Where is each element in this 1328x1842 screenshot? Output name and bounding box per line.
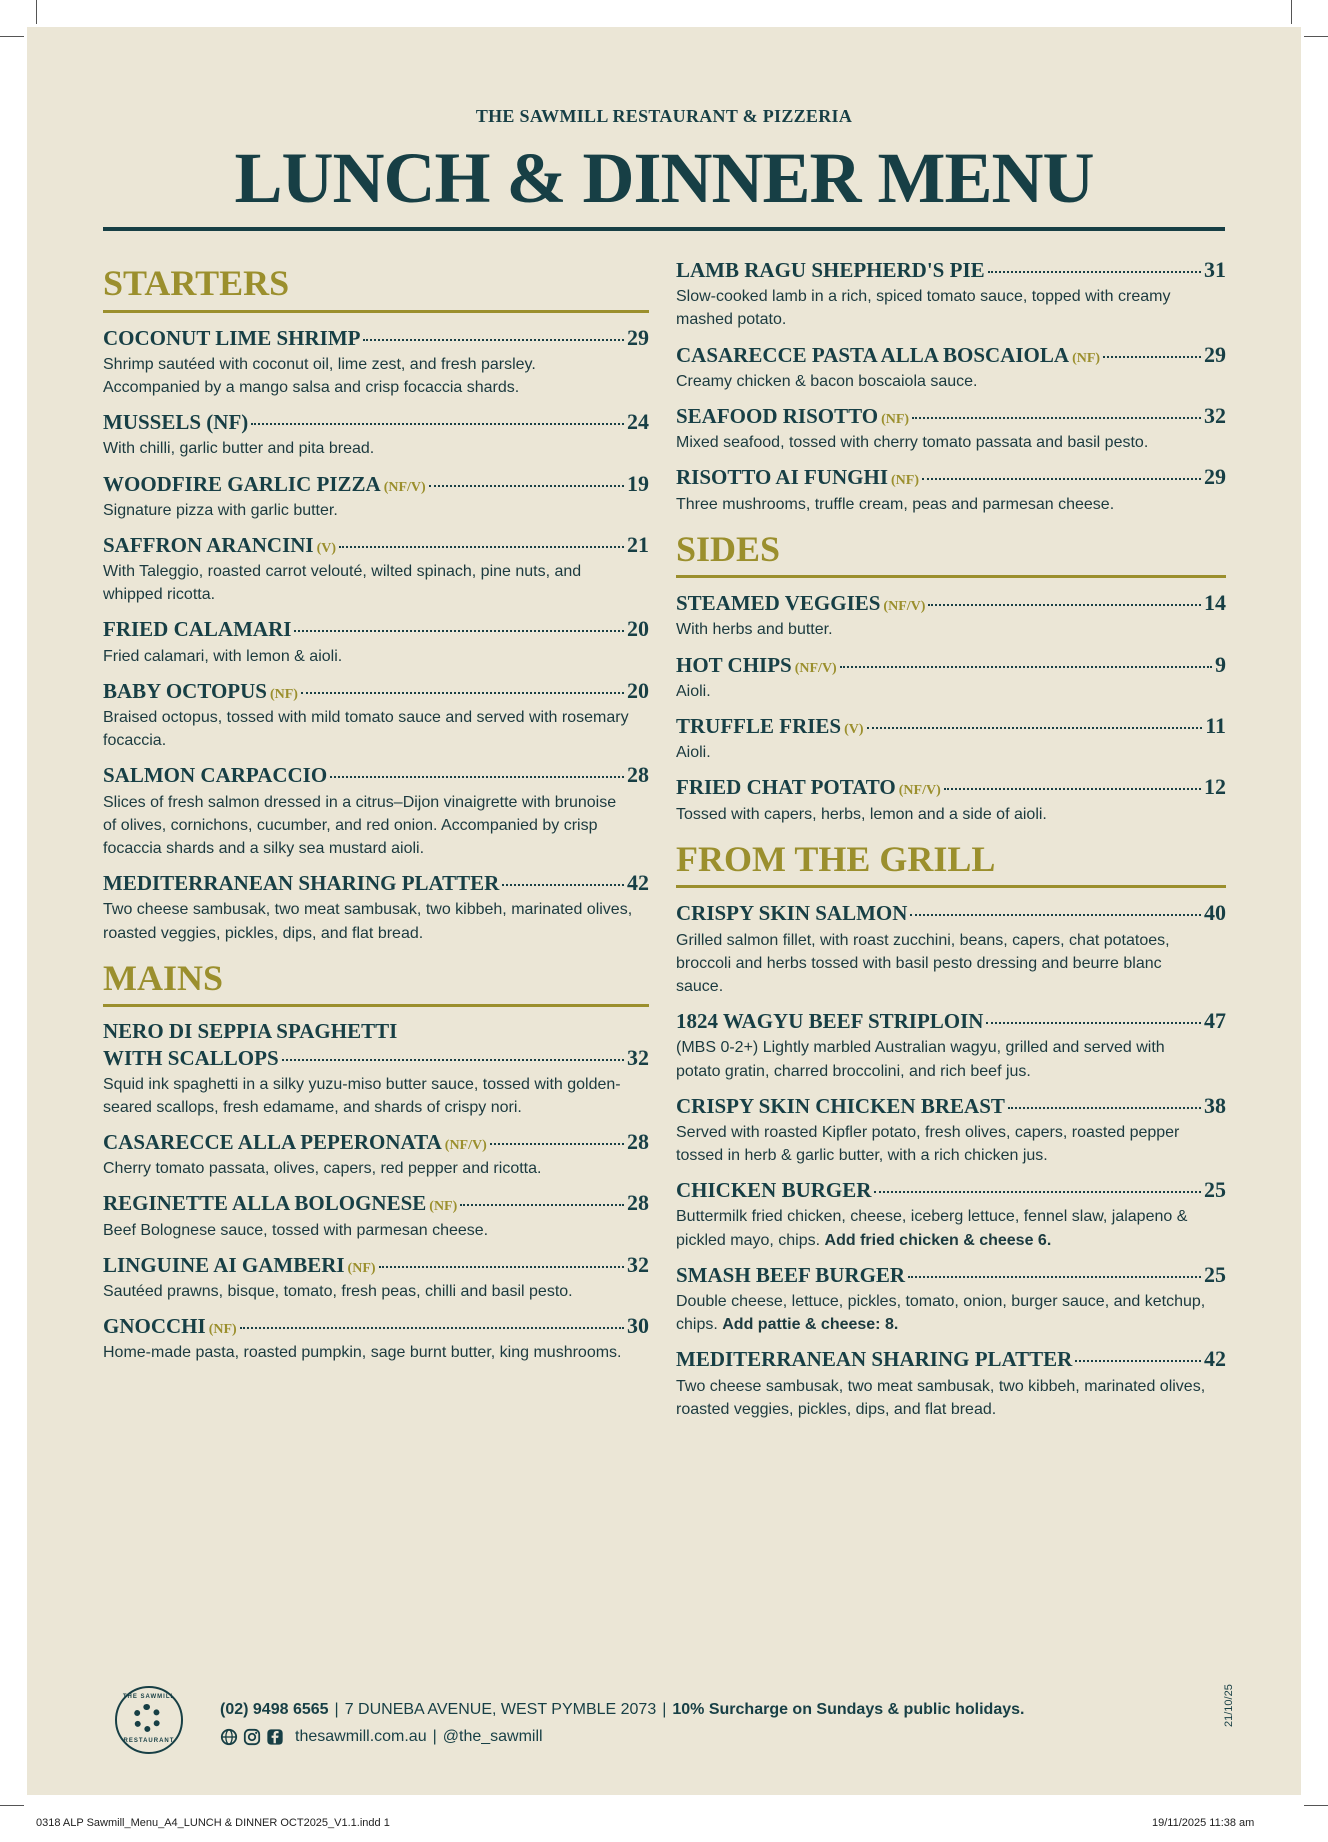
dot-leader	[251, 423, 624, 425]
item-description	[676, 493, 1210, 516]
dot-leader	[840, 666, 1212, 668]
facebook-icon[interactable]	[266, 1728, 284, 1746]
restaurant-name: THE SAWMILL RESTAURANT & PIZZERIA	[475, 106, 853, 126]
dietary-tag: (V)	[316, 540, 337, 556]
website-link[interactable]: thesawmill.com.au	[295, 1728, 427, 1745]
section-title: STARTERS	[103, 264, 649, 313]
item-description	[103, 1157, 633, 1180]
item-name: RISOTTO AI FUNGHI	[676, 465, 888, 490]
dot-leader	[874, 1191, 1201, 1193]
crop-mark	[0, 1805, 24, 1806]
menu-title: LUNCH & DINNER MENU	[234, 138, 1094, 218]
item-header-row	[676, 1093, 1226, 1119]
dot-leader	[986, 1022, 1201, 1024]
item-header-row	[676, 774, 1226, 800]
item-name: WOODFIRE GARLIC PIZZA	[103, 471, 381, 496]
item-description-text: Home-made pasta, roasted pumpkin, sage burnt butter, king mushrooms.	[103, 1344, 622, 1362]
menu-item	[676, 403, 1226, 454]
item-price: 19	[627, 470, 649, 496]
menu-item	[103, 1252, 649, 1303]
instagram-icon[interactable]	[243, 1728, 261, 1746]
item-description-text: Slices of fresh salmon dressed in a citrus–Dijon vinaigrette with brunoise of olives, cornichons, cucumber, and red onion. Accompanied by crisp focaccia shards and a silky sea mustard aioli.	[103, 793, 617, 857]
dot-leader	[460, 1204, 624, 1206]
item-name: SEAFOOD RISOTTO	[676, 403, 879, 428]
menu-item	[103, 870, 649, 945]
item-header-row	[676, 1346, 1226, 1372]
dot-leader	[1075, 1360, 1201, 1362]
item-price: 32	[627, 1251, 649, 1277]
separator: |	[662, 1701, 667, 1718]
item-addon: Add pattie & cheese: 8.	[722, 1316, 899, 1334]
item-header-row	[676, 403, 1226, 429]
print-slug-file: 0318 ALP Sawmill_Menu_A4_LUNCH & DINNER OCT2025_V1.1.indd 1	[36, 1817, 390, 1829]
dietary-tag: (NF)	[881, 411, 910, 427]
item-description-text: Slow-cooked lamb in a rich, spiced tomato sauce, topped with creamy mashed potato.	[676, 288, 1171, 329]
item-header-row	[676, 1262, 1226, 1288]
footer-contact-line	[220, 1701, 1024, 1719]
menu-item	[676, 1177, 1226, 1252]
item-header-row	[103, 616, 649, 642]
dietary-tag: (NF)	[429, 1199, 458, 1215]
saw-gear-icon	[133, 1704, 161, 1732]
item-description	[103, 353, 633, 399]
menu-item	[676, 257, 1226, 332]
item-header-row	[676, 342, 1226, 368]
item-description	[103, 499, 633, 522]
dietary-tag: (NF)	[1072, 350, 1101, 366]
item-description	[676, 618, 1210, 641]
item-description-text: Signature pizza with garlic butter.	[103, 501, 338, 519]
item-header-row	[103, 471, 649, 497]
dot-leader	[867, 727, 1203, 729]
dot-leader	[379, 1266, 624, 1268]
menu-item	[676, 342, 1226, 393]
dot-leader	[912, 417, 1201, 419]
item-description	[103, 706, 633, 752]
item-header-row	[103, 1313, 649, 1339]
item-description	[676, 1036, 1210, 1082]
item-name-line1: NERO DI SEPPIA SPAGHETTI	[103, 1019, 398, 1044]
item-description	[676, 1121, 1210, 1167]
mains-continued	[676, 257, 1226, 516]
dietary-tag: (NF/V)	[444, 1138, 487, 1154]
menu-section-mains	[103, 959, 649, 1365]
item-name: MEDITERRANEAN SHARING PLATTER	[103, 871, 500, 896]
item-description	[103, 560, 633, 606]
item-header-row	[103, 1045, 649, 1071]
item-description-text: Tossed with capers, herbs, lemon and a side of aioli.	[676, 805, 1047, 823]
title-divider	[103, 227, 1225, 231]
dot-leader	[301, 692, 624, 694]
item-price: 20	[627, 616, 649, 642]
item-description-text: Mixed seafood, tossed with cherry tomato passata and basil pesto.	[676, 434, 1149, 452]
item-price: 9	[1215, 651, 1226, 677]
item-price: 32	[627, 1044, 649, 1070]
item-name: TRUFFLE FRIES	[676, 714, 842, 739]
dot-leader	[490, 1143, 624, 1145]
item-header-row	[103, 532, 649, 558]
item-name: MUSSELS (NF)	[103, 410, 249, 435]
logo-text-bottom: RESTAURANT	[123, 1738, 175, 1744]
dot-leader	[1008, 1107, 1201, 1109]
menu-section-starters	[103, 264, 649, 945]
item-price: 29	[1204, 341, 1226, 367]
item-name: CRISPY SKIN CHICKEN BREAST	[676, 1093, 1005, 1118]
item-description-text: Aioli.	[676, 682, 711, 700]
item-description	[103, 645, 633, 668]
dietary-tag: (NF)	[347, 1260, 376, 1276]
phone-number[interactable]: (02) 9498 6565	[220, 1701, 329, 1718]
item-name: GNOCCHI	[103, 1314, 206, 1339]
item-description-text: Squid ink spaghetti in a silky yuzu-miso butter sauce, tossed with golden-seared scallops, fresh edamame, and shards of crispy nori.	[103, 1075, 621, 1116]
menu-item	[103, 471, 649, 522]
item-price: 14	[1204, 590, 1226, 616]
menu-item	[103, 616, 649, 667]
menu-item	[676, 713, 1226, 764]
item-price: 28	[627, 1190, 649, 1216]
dietary-tag: (NF)	[891, 473, 919, 489]
sawmill-logo	[115, 1686, 183, 1754]
menu-section-sides	[676, 530, 1226, 826]
menu-item	[103, 1190, 649, 1241]
menu-item	[676, 1346, 1226, 1421]
item-description-text: Sautéed prawns, bisque, tomato, fresh peas, chilli and basil pesto.	[103, 1283, 573, 1300]
item-price: 47	[1204, 1008, 1226, 1034]
right-column	[676, 257, 1226, 1435]
menu-item	[676, 1093, 1226, 1168]
dietary-tag: (NF/V)	[883, 599, 926, 615]
item-header-row	[103, 762, 649, 788]
item-header-row	[676, 1008, 1226, 1034]
item-name: FRIED CHAT POTATO	[676, 775, 896, 800]
item-name: FRIED CALAMARI	[103, 617, 292, 642]
item-price: 29	[627, 324, 649, 350]
crop-mark	[1291, 0, 1292, 24]
item-header-row	[103, 1129, 649, 1155]
menu-item	[103, 678, 649, 753]
item-description-text: Three mushrooms, truffle cream, peas and parmesan cheese.	[676, 495, 1115, 513]
item-description-text: With Taleggio, roasted carrot velouté, wilted spinach, pine nuts, and whipped ricotta.	[103, 563, 582, 604]
item-description-text: Two cheese sambusak, two meat sambusak, two kibbeh, marinated olives, roasted veggies, pickles, dips, and flat bread.	[676, 1377, 1206, 1418]
item-header-row	[676, 652, 1226, 678]
dot-leader	[988, 271, 1201, 273]
item-price: 32	[1204, 402, 1226, 428]
item-name: LAMB RAGU SHEPHERD'S PIE	[676, 258, 985, 282]
item-header-row	[676, 713, 1226, 739]
menu-item	[103, 325, 649, 400]
item-description	[676, 1290, 1210, 1336]
item-name: CRISPY SKIN SALMON	[676, 901, 908, 926]
item-price: 25	[1204, 1261, 1226, 1287]
item-name: HOT CHIPS	[676, 652, 792, 677]
menu-item	[676, 1008, 1226, 1083]
separator: |	[334, 1701, 339, 1718]
item-name: WITH SCALLOPS	[103, 1045, 279, 1070]
dietary-tag: (NF)	[208, 1322, 237, 1338]
item-description	[676, 1205, 1210, 1251]
menu-sheet	[27, 27, 1301, 1795]
item-price: 42	[627, 870, 649, 896]
crop-mark	[1304, 36, 1328, 37]
item-header-row	[103, 870, 649, 896]
menu-item	[103, 1129, 649, 1180]
logo-text-top: THE SAWMILL	[122, 1694, 176, 1700]
item-name: SAFFRON ARANCINI	[103, 532, 314, 557]
item-header-row	[103, 325, 649, 351]
item-price: 24	[627, 409, 649, 435]
section-title: MAINS	[103, 959, 649, 1008]
item-name: CHICKEN BURGER	[676, 1178, 872, 1203]
item-description-text: (MBS 0-2+) Lightly marbled Australian wagyu, grilled and served with potato gratin, charred broccolini, and rich beef jus.	[676, 1039, 1165, 1080]
item-name: CASARECCE ALLA PEPERONATA	[103, 1130, 442, 1155]
left-column	[103, 264, 649, 1379]
item-description	[676, 285, 1210, 331]
dietary-tag: (NF)	[269, 686, 298, 702]
dot-leader	[922, 478, 1201, 480]
item-name: 1824 WAGYU BEEF STRIPLOIN	[676, 1009, 984, 1034]
item-name: REGINETTE ALLA BOLOGNESE	[103, 1191, 427, 1216]
menu-item	[676, 900, 1226, 998]
item-description-text: Served with roasted Kipfler potato, fresh olives, capers, roasted pepper tossed in herb & garlic butter, with a rich chicken jus.	[676, 1123, 1180, 1165]
item-header-row	[676, 257, 1226, 283]
item-description	[103, 1341, 633, 1364]
menu-item	[103, 1313, 649, 1364]
item-description-text: Shrimp sautéed with coconut oil, lime zest, and fresh parsley. Accompanied by a mango salsa and crisp focaccia shards.	[103, 355, 536, 396]
dot-leader	[910, 914, 1201, 916]
item-price: 20	[627, 677, 649, 703]
item-description-text: Creamy chicken & bacon boscaiola sauce.	[676, 372, 978, 390]
item-description	[103, 1073, 633, 1119]
item-description-text: Beef Bolognese sauce, tossed with parmesan cheese.	[103, 1221, 489, 1239]
item-description-text: Braised octopus, tossed with mild tomato sauce and served with rosemary focaccia.	[103, 709, 629, 750]
item-header-row	[103, 409, 649, 435]
menu-item	[676, 652, 1226, 703]
item-description-text: Cherry tomato passata, olives, capers, red pepper and ricotta.	[103, 1160, 542, 1178]
dietary-tag: (V)	[844, 722, 864, 738]
item-description	[103, 1280, 633, 1303]
menu-item	[676, 1262, 1226, 1337]
menu-item	[103, 762, 649, 860]
item-name: MEDITERRANEAN SHARING PLATTER	[676, 1347, 1073, 1372]
item-price: 12	[1204, 774, 1226, 800]
item-price: 40	[1204, 900, 1226, 926]
item-price: 25	[1204, 1177, 1226, 1203]
item-name: LINGUINE AI GAMBERI	[103, 1252, 345, 1277]
item-price: 11	[1205, 713, 1226, 739]
social-handle[interactable]: @the_sawmill	[442, 1728, 543, 1745]
item-name: CASARECCE PASTA ALLA BOSCAIOLA	[676, 342, 1070, 367]
item-description-text: With herbs and butter.	[676, 621, 833, 639]
item-name: BABY OCTOPUS	[103, 678, 267, 703]
address: 7 DUNEBA AVENUE, WEST PYMBLE 2073	[344, 1701, 657, 1718]
item-description	[103, 437, 633, 460]
menu-item	[676, 590, 1226, 641]
item-header-row	[103, 1190, 649, 1216]
menu-item	[676, 774, 1226, 825]
dot-leader	[429, 485, 624, 487]
item-price: 29	[1204, 464, 1226, 490]
menu-item	[103, 409, 649, 460]
date-code: 21/10/25	[1223, 1684, 1235, 1727]
item-price: 21	[627, 531, 649, 557]
item-description	[103, 1219, 633, 1242]
menu-item	[103, 532, 649, 607]
menu-section-from-the-grill	[676, 840, 1226, 1421]
dot-leader	[282, 1059, 624, 1061]
item-header-row	[676, 1177, 1226, 1203]
item-price: 28	[627, 1129, 649, 1155]
item-price: 31	[1204, 257, 1226, 282]
crop-mark	[0, 36, 24, 37]
footer-web-line	[220, 1728, 543, 1746]
section-title: SIDES	[676, 530, 1226, 579]
menu-item	[103, 1019, 649, 1119]
item-price: 28	[627, 762, 649, 788]
item-description	[676, 680, 1210, 703]
item-price: 30	[627, 1313, 649, 1339]
item-header-row	[676, 464, 1226, 490]
item-header-row	[676, 900, 1226, 926]
dot-leader	[363, 339, 624, 341]
item-name: STEAMED VEGGIES	[676, 591, 881, 616]
separator: |	[432, 1728, 437, 1745]
item-description-text: Grilled salmon fillet, with roast zucchini, beans, capers, chat potatoes, broccoli and herbs tossed with basil pesto dressing and beurre blanc sauce.	[676, 931, 1170, 995]
item-header-row	[103, 678, 649, 704]
dot-leader	[240, 1327, 624, 1329]
item-header-row	[103, 1252, 649, 1278]
dot-leader	[502, 884, 624, 886]
dot-leader	[944, 788, 1201, 790]
item-description	[676, 803, 1210, 826]
dot-leader	[1103, 356, 1201, 358]
dot-leader	[294, 630, 624, 632]
item-description	[676, 370, 1210, 393]
item-description-text: Fried calamari, with lemon & aioli.	[103, 647, 343, 665]
print-slug-timestamp: 19/11/2025 11:38 am	[1152, 1817, 1255, 1829]
dot-leader	[339, 546, 624, 548]
item-description	[103, 791, 633, 861]
dietary-tag: (NF/V)	[794, 660, 837, 676]
item-name: COCONUT LIME SHRIMP	[103, 325, 361, 350]
item-name: SMASH BEEF BURGER	[676, 1262, 906, 1287]
item-description-text: Double cheese, lettuce, pickles, tomato, onion, burger sauce, and ketchup, chips.	[676, 1293, 1206, 1334]
item-price: 42	[1204, 1346, 1226, 1372]
item-description	[676, 929, 1210, 999]
dot-leader	[928, 604, 1201, 606]
item-description-text: With chilli, garlic butter and pita bread.	[103, 440, 375, 458]
item-header-row	[676, 590, 1226, 616]
item-price: 38	[1204, 1092, 1226, 1118]
dietary-tag: (NF/V)	[898, 783, 941, 799]
item-description	[103, 898, 633, 944]
item-description	[676, 741, 1210, 764]
item-description	[676, 431, 1210, 454]
section-title: FROM THE GRILL	[676, 840, 1226, 889]
item-description-text: Buttermilk fried chicken, cheese, iceberg lettuce, fennel slaw, jalapeno & pickled mayo, chips.	[676, 1208, 1188, 1249]
surcharge-note: 10% Surcharge on Sundays & public holidays.	[672, 1701, 1025, 1718]
dietary-tag: (NF/V)	[383, 479, 426, 495]
item-name: SALMON CARPACCIO	[103, 763, 328, 788]
crop-mark	[1304, 1805, 1328, 1806]
menu-item	[676, 464, 1226, 515]
item-addon: Add fried chicken & cheese 6.	[824, 1231, 1052, 1249]
globe-icon[interactable]	[220, 1728, 238, 1746]
item-description-text: Aioli.	[676, 744, 711, 762]
item-description	[676, 1375, 1210, 1421]
dot-leader	[330, 776, 624, 778]
item-description-text: Two cheese sambusak, two meat sambusak, two kibbeh, marinated olives, roasted veggies, pickles, dips, and flat bread.	[103, 901, 633, 942]
dot-leader	[908, 1276, 1201, 1278]
crop-mark	[36, 0, 37, 24]
